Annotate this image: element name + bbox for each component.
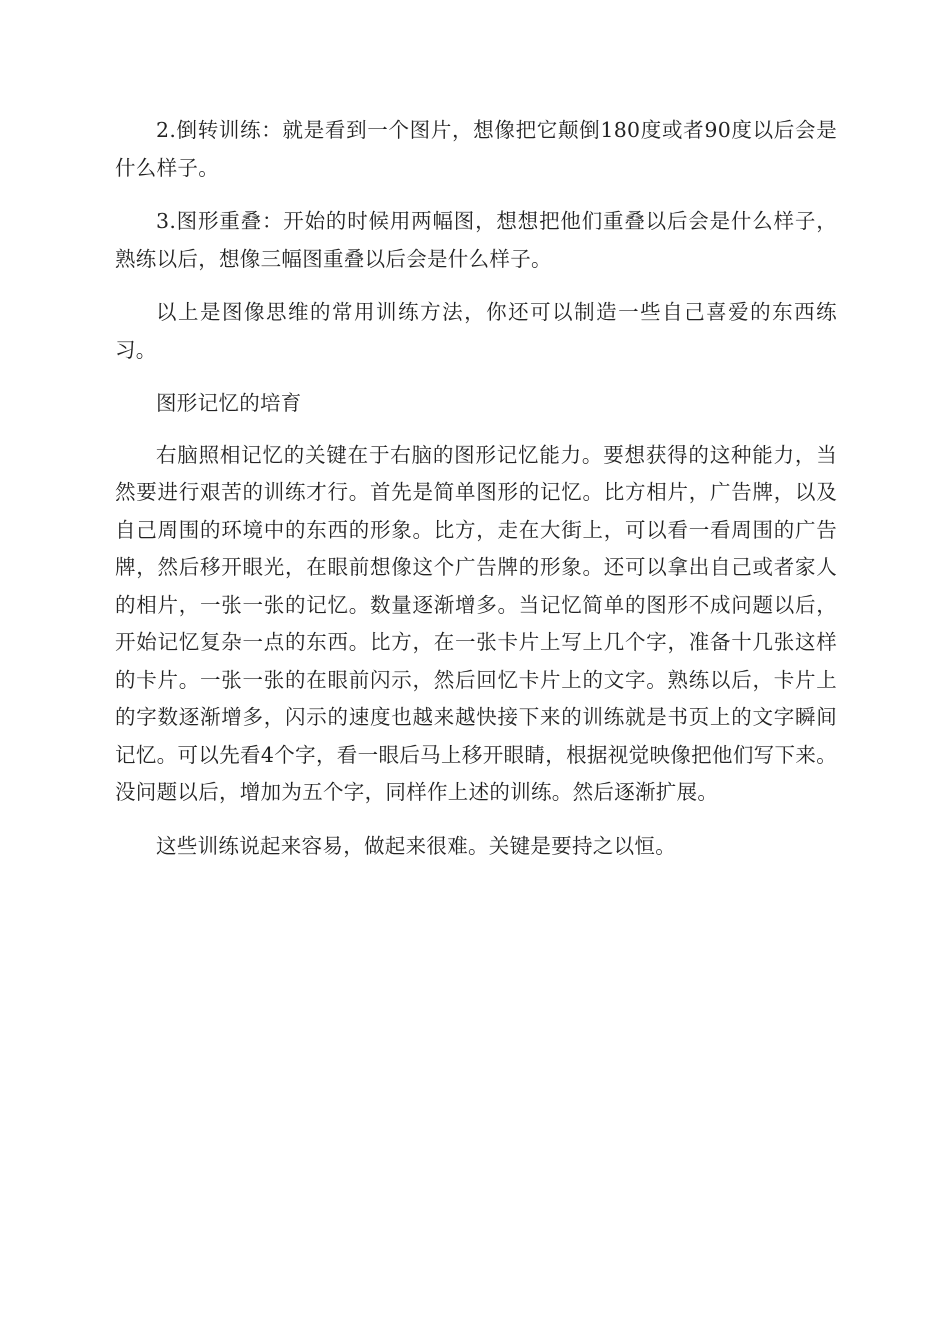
paragraph-summary: 以上是图像思维的常用训练方法，你还可以制造一些自己喜爱的东西练习。	[115, 300, 837, 362]
paragraph-shape-overlap: 3.图形重叠：开始的时候用两幅图，想想把他们重叠以后会是什么样子，熟练以后，想像三幅图重叠以后会是什么样子。	[115, 209, 837, 271]
paragraph-rotation-training: 2.倒转训练：就是看到一个图片，想像把它颠倒180度或者90度以后会是什么样子。	[115, 118, 837, 180]
paragraph-conclusion: 这些训练说起来容易，做起来很难。关键是要持之以恒。	[156, 833, 676, 858]
document-body	[115, 112, 837, 881]
section-heading: 图形记忆的培育	[156, 391, 302, 415]
paragraph-memory-training: 右脑照相记忆的关键在于右脑的图形记忆能力。要想获得的这种能力，当然要进行艰苦的训练才行。首先是简单图形的记忆。比方相片，广告牌，以及自己周围的环境中的东西的形象。比方，走在大街上，可以看一看周围的广告牌，然后移开眼光，在眼前想像这个广告牌的形象。还可以拿出自己或者家人的相片，一张一张的记忆。数量逐渐增多。当记忆简单的图形不成问题以后，开始记忆复杂一点的东西。比方，在一张卡片上写上几个字，准备十几张这样的卡片。一张一张的在眼前闪示，然后回忆卡片上的文字。熟练以后，卡片上的字数逐渐增多，闪示的速度也越来越快接下来的训练就是书页上的文字瞬间记忆。可以先看4个字，看一眼后马上移开眼睛，根据视觉映像把他们写下来。没问题以后，增加为五个字，同样作上述的训练。然后逐渐扩展。	[115, 442, 837, 804]
